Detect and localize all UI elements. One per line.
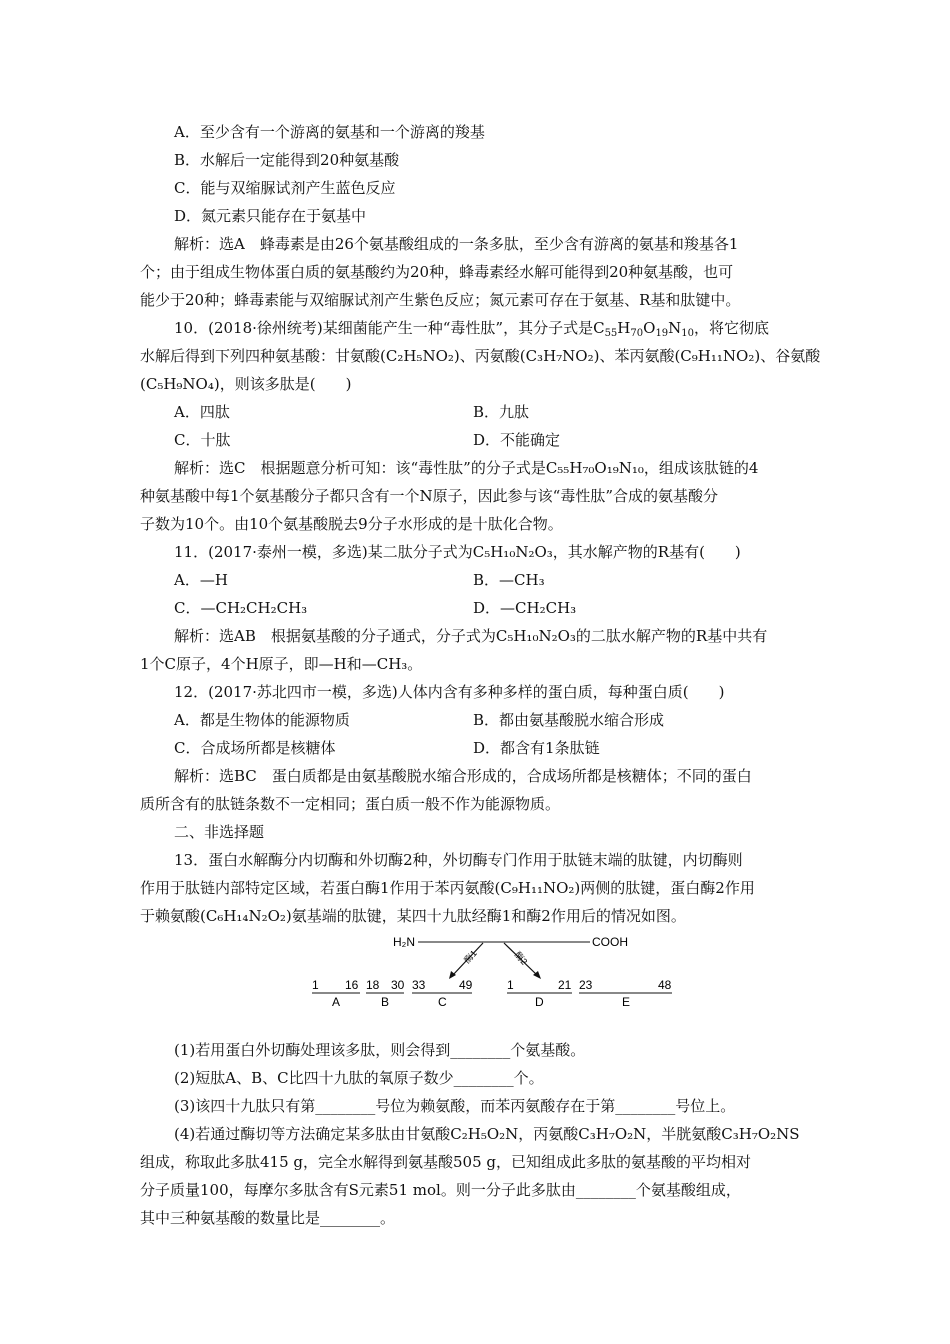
- q10-stem-line: 10．(2018·徐州统考)某细菌能产生一种“毒性肽”，其分子式是$C_{55}H_{70}O_{19}N_{10}$，将它彻底: [174, 319, 770, 339]
- q13-stem-line: 13．蛋白水解酶分内切酶和外切酶2种，外切酶专门作用于肽链末端的肽键，内切酶则: [174, 851, 743, 869]
- q13-subquestion-4-line: 组成，称取此多肽415 g，完全水解得到氨基酸505 g，已知组成此多肽的氨基酸的平均相对: [140, 1153, 752, 1171]
- residue-number: 48: [658, 978, 672, 992]
- q12-option-c: C．合成场所都是核糖体: [174, 739, 336, 757]
- q12-option-b: B．都由氨基酸脱水缩合形成: [473, 711, 665, 729]
- peptide-cleavage-diagram: [300, 930, 700, 1010]
- q13-subquestion-2: (2)短肽A、B、C比四十九肽的氧原子数少________个。: [174, 1069, 544, 1087]
- residue-number: 16: [345, 978, 359, 992]
- q10-stem-line: 水解后得到下列四种氨基酸：甘氨酸(C₂H₅NO₂)、丙氨酸(C₃H₇NO₂)、苯丙氨酸(C₉H₁₁NO₂)、谷氨酸: [140, 347, 821, 365]
- q11-option-a: A．—H: [174, 571, 228, 589]
- residue-number: 18: [366, 978, 380, 992]
- q9-analysis-line: 能少于20种；蜂毒素能与双缩脲试剂产生紫色反应；氮元素可存在于氨基、R基和肽键中。: [140, 291, 741, 309]
- q9-option-b: B．水解后一定能得到20种氨基酸: [174, 151, 400, 169]
- q13-subquestion-4-line: (4)若通过酶切等方法确定某多肽由甘氨酸C₂H₅O₂N，丙氨酸C₃H₇O₂N，半胱氨酸C₃H₇O₂NS: [174, 1125, 800, 1143]
- enzyme2-label: 酶2: [512, 949, 530, 967]
- amino-terminal-label: H₂N: [393, 935, 415, 949]
- q12-option-d: D．都含有1条肽链: [473, 739, 600, 757]
- q11-analysis-line: 解析：选AB 根据氨基酸的分子通式，分子式为C₅H₁₀N₂O₃的二肽水解产物的R基中共有: [174, 627, 768, 645]
- q12-analysis-line: 质所含有的肽链条数不一定相同；蛋白质一般不作为能源物质。: [140, 795, 561, 813]
- segment-label: C: [438, 995, 447, 1009]
- residue-number: 49: [459, 978, 473, 992]
- q12-option-a: A．都是生物体的能源物质: [174, 711, 350, 729]
- q11-option-b: B．—CH₃: [473, 571, 545, 589]
- q13-stem-line: 于赖氨酸(C₆H₁₄N₂O₂)氨基端的肽键，某四十九肽经酶1和酶2作用后的情况如图。: [140, 907, 686, 925]
- q11-stem: 11．(2017·泰州一模，多选)某二肽分子式为C₅H₁₀N₂O₃，其水解产物的R基有( ): [174, 543, 741, 561]
- segment-label: B: [381, 995, 390, 1009]
- q11-option-d: D．—CH₂CH₃: [473, 599, 577, 617]
- residue-number: 1: [312, 978, 319, 992]
- residue-number: 1: [507, 978, 514, 992]
- q12-stem: 12．(2017·苏北四市一模，多选)人体内含有多种多样的蛋白质，每种蛋白质( ): [174, 683, 725, 701]
- q10-option-b: B．九肽: [473, 403, 530, 421]
- q13-subquestion-1: (1)若用蛋白外切酶处理该多肽，则会得到________个氨基酸。: [174, 1041, 586, 1059]
- residue-number: 21: [558, 978, 572, 992]
- residue-number: 23: [579, 978, 593, 992]
- section-heading: 二、非选择题: [174, 823, 265, 841]
- q9-option-d: D．氮元素只能存在于氨基中: [174, 207, 367, 225]
- q9-option-c: C．能与双缩脲试剂产生蓝色反应: [174, 179, 396, 197]
- carboxyl-terminal-label: COOH: [592, 935, 628, 949]
- q13-subquestion-3: (3)该四十九肽只有第________号位为赖氨酸，而苯丙氨酸存在于第________号位上。: [174, 1097, 736, 1115]
- q9-analysis-line: 解析：选A 蜂毒素是由26个氨基酸组成的一条多肽，至少含有游离的氨基和羧基各1: [174, 235, 739, 253]
- q11-analysis-line: 1个C原子，4个H原子，即—H和—CH₃。: [140, 655, 423, 673]
- residue-number: 30: [391, 978, 405, 992]
- residue-number: 33: [412, 978, 426, 992]
- segment-label: A: [332, 995, 341, 1009]
- q10-analysis-line: 解析：选C 根据题意分析可知：该“毒性肽”的分子式是C₅₅H₇₀O₁₉N₁₀，组成该肽链的4: [174, 459, 759, 477]
- segment-label: D: [535, 995, 544, 1009]
- q13-subquestion-4-line: 其中三种氨基酸的数量比是________。: [140, 1209, 396, 1227]
- q12-analysis-line: 解析：选BC 蛋白质都是由氨基酸脱水缩合形成的，合成场所都是核糖体；不同的蛋白: [174, 767, 752, 785]
- q9-analysis-line: 个；由于组成生物体蛋白质的氨基酸约为20种，蜂毒素经水解可能得到20种氨基酸，也可: [140, 263, 734, 281]
- q10-analysis-line: 种氨基酸中每1个氨基酸分子都只含有一个N原子，因此参与该“毒性肽”合成的氨基酸分: [140, 487, 719, 505]
- q10-analysis-line: 子数为10个。由10个氨基酸脱去9分子水形成的是十肽化合物。: [140, 515, 563, 533]
- q11-option-c: C．—CH₂CH₂CH₃: [174, 599, 308, 617]
- q10-option-a: A．四肽: [174, 403, 230, 421]
- segment-label: E: [622, 995, 631, 1009]
- q10-stem-line: (C₅H₉NO₄)，则该多肽是( ): [140, 375, 352, 393]
- q10-option-c: C．十肽: [174, 431, 231, 449]
- q13-subquestion-4-line: 分子质量100，每摩尔多肽含有S元素51 mol。则一分子此多肽由________个氨基酸组成，: [140, 1181, 741, 1199]
- q13-stem-line: 作用于肽链内部特定区域，若蛋白酶1作用于苯丙氨酸(C₉H₁₁NO₂)两侧的肽键，蛋白酶2作用: [140, 879, 755, 897]
- q10-option-d: D．不能确定: [473, 431, 561, 449]
- enzyme1-label: 酶1: [462, 948, 479, 966]
- q9-option-a: A．至少含有一个游离的氨基和一个游离的羧基: [174, 123, 485, 141]
